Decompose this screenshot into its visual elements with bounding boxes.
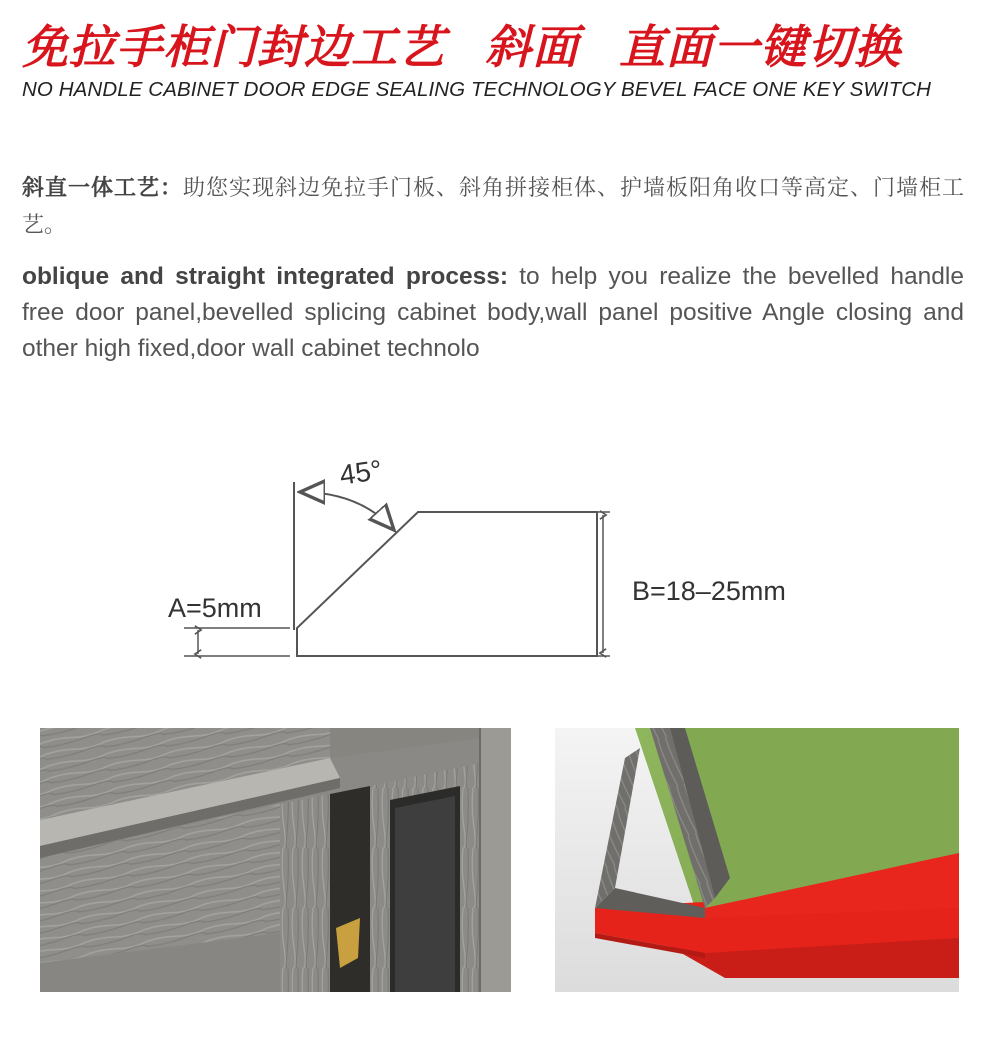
page-title-english: NO HANDLE CABINET DOOR EDGE SEALING TECHNOLOGY BEVEL FACE ONE KEY SWITCH [22,78,932,101]
bevel-panel-sample-photo [555,728,959,992]
angle-label: 45° [337,454,384,491]
cabinet-door-photo [40,728,511,992]
description-english [22,259,964,367]
title-cn-part2: 斜面 [485,20,579,74]
b-dimension-label: B=18–25mm [632,576,786,606]
description-en-lead: oblique and straight integrated process: [22,263,509,290]
a-dimension-label: A=5mm [168,593,262,623]
panel-profile-outline [297,512,597,656]
description-cn-text: 助您实现斜边免拉手门板、斜角拼接柜体、护墙板阳角收口等高定、门墙柜工艺。 [22,176,964,238]
title-cn-part1: 免拉手柜门封边工艺 [22,20,445,74]
title-cn-part3: 直面一键切换 [619,20,901,74]
page-title-chinese [22,18,982,76]
description-cn-lead: 斜直一体工艺： [22,176,183,201]
description-en-text: to help you realize the bevelled handle free door panel,bevelled splicing cabinet body,wall panel positive Angle closing and other high fixed,door wall cabinet technolo [22,263,964,362]
bevel-profile-diagram [0,430,999,680]
angle-arc [300,492,394,530]
description-chinese [22,170,964,244]
